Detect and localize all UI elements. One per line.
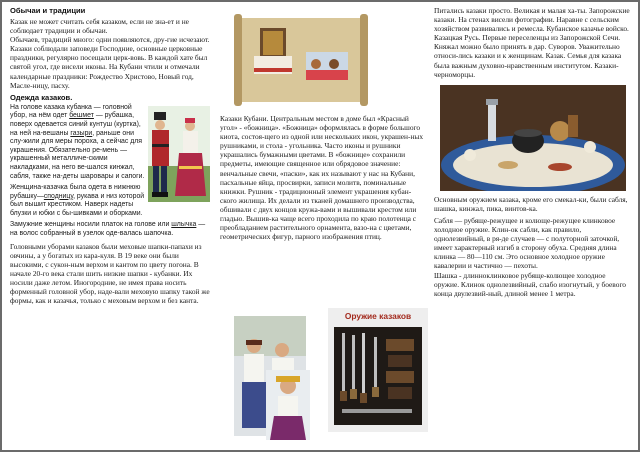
paragraph-headwear: Головными уборами казаков были меховые шапки-папахи из овчины, а у богатых из кара-куля. В 19 веке они были высокими, с сукон-ным верхом и кантом по цвету погона. В начале 20-го века стали шить низкие шапки - кубанки. Их носили даже летом. Иногородние, не имея права носить форменный головной убор, наде-вали меховую шапку такой же формы, как и казачья, только с меховым верхом и без канта. [10, 241, 210, 306]
cossack-costume-image [148, 106, 210, 202]
paragraph-married-women: Замужние женщины носили платок на голове или шлычка — на волос собранный в узелок оде-валась шапочка. [10, 221, 206, 238]
column-right [434, 6, 632, 446]
paragraph-weapons-main: Основным оружием казака, кроме его смекал-ки, были сабля, шашка, кинжал, пика, винтов-ка. [434, 194, 628, 213]
paragraph-food: Питались казаки просто. Великая и малая ха-ты. Запорожские казаки. На стенах висели фотографии. Наравне с сельским хозяйством развивались и ремесла. Кубанское казачье войско. Казацкая Русь. Первые переселенцы из Запорожской Сечи. Княжал можно было принять в дар. Суворов. Уважительно относи-лись казаки и к женщинам. Казак. Семья для казака была важным духовно-нравственным институтом. Казаки-черноморцы. [434, 6, 630, 79]
paragraph: Обычаев, традиций много: одни появляются, дру-гие исчезают. [10, 35, 210, 45]
heading-clothing: Одежда казаков. [10, 92, 73, 102]
weapons-image [328, 321, 428, 429]
weapons-title: Оружие казаков [344, 311, 412, 321]
paragraph-woman-clothes: Женщина-казачка была одета в нижнюю рубашку—сподницу, рукава и низ которой был вышит крестиком. Наверх надеты блузки и юбки с бы-шивками и оборками. [10, 184, 145, 217]
brochure-page [2, 2, 638, 450]
column-left [10, 6, 210, 446]
cossack-table-image [440, 85, 626, 191]
girl-costume-photo [266, 370, 310, 440]
paragraph: Казак не может считать себя казаком, если не зна-ет и не соблюдает традиции и обычаи. [10, 17, 189, 36]
heading-customs: Обычаи и традиции [10, 6, 86, 15]
parchment-scroll-image [234, 12, 368, 108]
paragraph: Казаки соблюдали заповеди Господние, основные церковные праздники, регулярно посещали церк-вовь. В каждой хате был святой угол, где висели иконы. На Кубани чтили и отмечали календарные праздники: Рождество Христово, Новый год, Масле-ницу, пасху. [10, 44, 208, 90]
weapons-panel [328, 308, 428, 432]
paragraph-shashka: Шашка - длинноклинковое рубяще-колющее холодное оружие. Клинок однолезвийный, слабо изогнутый, у боевого конца двулезвий-ный, длиной менее 1 метра. [434, 270, 626, 298]
paragraph-red-corner: Казаки Кубани. Центральным местом в доме был «Красный угол» - «божница». «Божница» оформлялась в форме большого киота, состоя-щего из одной или нескольких икон, украшен-ных рушниками, и стола - угольника. Часто иконы и рушники украшались бумажными цветами. В «божнице» сохранили предметы, имеющие священное или обрядовое значение: венчальные свечи, «паски», как их называют у нас на Кубани, пасхальные яйца, просвирки, записи молитв, поминальные книжки. Рушник - традиционный элемент украшения кубан-ского жилища. Их делали из тканей домашнего производства, обшивали с двух концов кружа-вами и вышивали крестом или гладью. Вышив-ка чаще всего проходила по краю полотенца с преобладанием растительного орнамента, вазо-на с цветами, геометрических фигур, парного изображения птиц. [220, 114, 424, 242]
paragraph-sabre: Сабля — рубяще-режущее и колюще-режущее клинковое холодное оружие. Клин-ок сабли, как правило, однолезвийный, в ря-де случаев — с полуторной заточкой, имеет характерный изгиб в сторону обуха. Средняя длина клинка — 80—110 см. Это основное холодное оружие кавалерии и частично — пехоты. [434, 215, 620, 271]
paragraph-cossack-clothes: На голове казака кубанка — головной убор, на нём одет бешмет — рубашка, поверх одевается синий кунтуш (куртка), на ней на-вешаны газыри, раньше они слу-жили для меры пороха, а сейчас для украшения. Обязательно ре-мень — украшенный металличе-скими накладками, на него ве-шался кинжал, сабля, также на-деты шаровары и сапоги. [10, 103, 145, 180]
